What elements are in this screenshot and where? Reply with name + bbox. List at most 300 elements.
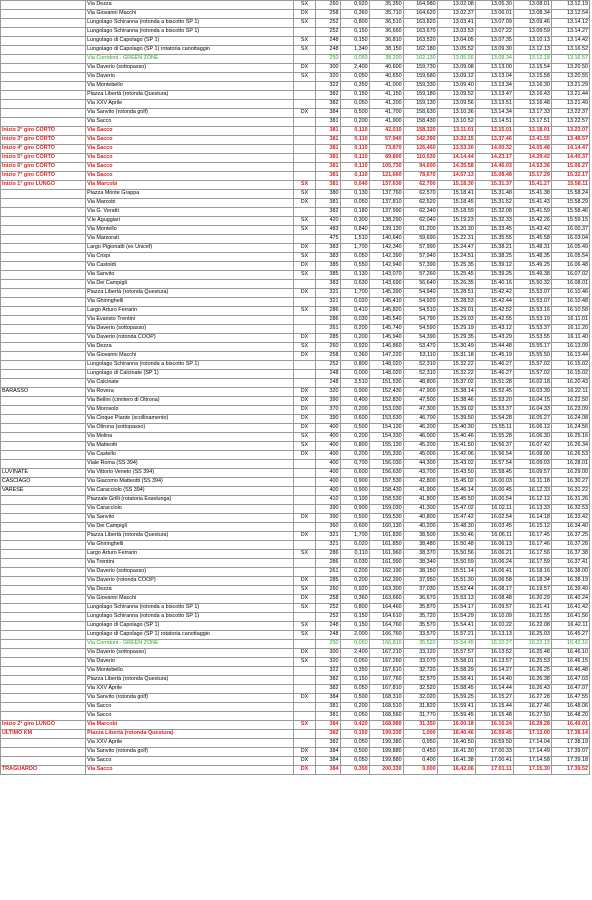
time-slow-cell: 13.09.59 (513, 28, 551, 37)
altitude-cell: 248 (315, 631, 340, 640)
partial-km-cell: 0,920 (340, 586, 369, 595)
time-slowest-cell: 16.38.19 (551, 577, 589, 586)
time-slowest-cell: 15.58.11 (551, 181, 589, 190)
table-row (1, 334, 590, 343)
time-medium-cell: 16.59.50 (475, 739, 513, 748)
remaining-km-cell: 53,470 (403, 343, 437, 352)
altitude-cell: 252 (315, 613, 340, 622)
direction-cell (294, 559, 315, 568)
section-label-cell (1, 361, 86, 370)
remaining-km-cell: 41,300 (403, 505, 437, 514)
remaining-km-cell: 43,700 (403, 469, 437, 478)
direction-cell: SX (294, 550, 315, 559)
time-fast-cell: 15.54.29 (437, 613, 475, 622)
time-fast-cell: 13.02.08 (437, 1, 475, 10)
direction-cell: SX (294, 190, 315, 199)
time-medium-cell: 15.52.45 (475, 388, 513, 397)
street-name-cell: Via Giovanni Macchi (86, 10, 294, 19)
time-slow-cell: 16.18.34 (513, 577, 551, 586)
time-fast-cell: 15.59.45 (437, 712, 475, 721)
section-label-cell (1, 10, 86, 19)
time-slowest-cell: 13.21.44 (551, 91, 589, 100)
time-medium-cell: 15.08.48 (475, 172, 513, 181)
time-slowest-cell: 16.31.26 (551, 496, 589, 505)
altitude-cell: 260 (315, 586, 340, 595)
table-row (1, 127, 590, 136)
time-fast-cell: 13.04.05 (437, 37, 475, 46)
direction-cell (294, 127, 315, 136)
partial-km-cell: 0,360 (340, 352, 369, 361)
time-slow-cell: 15.53.07 (513, 298, 551, 307)
time-slow-cell: 16.03.39 (513, 388, 551, 397)
progressive-km-cell: 153,630 (369, 415, 403, 424)
time-medium-cell: 14.46.03 (475, 163, 513, 172)
partial-km-cell: 1,510 (340, 235, 369, 244)
time-fast-cell: 15.58.01 (437, 658, 475, 667)
time-fast-cell: 15.41.50 (437, 442, 475, 451)
table-row (1, 280, 590, 289)
time-slow-cell: 13.16.30 (513, 82, 551, 91)
partial-km-cell: 0,900 (340, 487, 369, 496)
table-row (1, 46, 590, 55)
table-row (1, 181, 590, 190)
table-row (1, 676, 590, 685)
section-label-cell: ULTIMO KM (1, 730, 86, 739)
direction-cell: DX (294, 514, 315, 523)
section-label-cell (1, 190, 86, 199)
time-medium-cell: 16.15.48 (475, 712, 513, 721)
progressive-km-cell: 42,010 (369, 127, 403, 136)
progressive-km-cell: 167,760 (369, 676, 403, 685)
progressive-km-cell: 148,020 (369, 370, 403, 379)
time-slowest-cell: 16.45.27 (551, 631, 589, 640)
partial-km-cell: 0,350 (340, 82, 369, 91)
time-slow-cell: 16.21.55 (513, 613, 551, 622)
street-name-cell: Piazza Monte Grappa (86, 190, 294, 199)
progressive-km-cell: 152,430 (369, 388, 403, 397)
direction-cell (294, 154, 315, 163)
altitude-cell: 248 (315, 622, 340, 631)
time-fast-cell: 15.57.57 (437, 649, 475, 658)
section-label-cell (1, 325, 86, 334)
time-slowest-cell: 16.05.49 (551, 244, 589, 253)
remaining-km-cell: 31,350 (403, 721, 437, 730)
time-fast-cell: 15.47.42 (437, 514, 475, 523)
section-label-cell: LUVINATE (1, 469, 86, 478)
table-row (1, 307, 590, 316)
section-label-cell: Inizio 2° giro LUNGO (1, 721, 86, 730)
partial-km-cell: 0,800 (340, 604, 369, 613)
time-fast-cell: 13.05.56 (437, 55, 475, 64)
street-name-cell: Via Sacco (86, 766, 294, 775)
direction-cell (294, 676, 315, 685)
time-medium-cell: 15.33.45 (475, 226, 513, 235)
time-medium-cell: 16.14.27 (475, 667, 513, 676)
direction-cell (294, 460, 315, 469)
partial-km-cell: 0,800 (340, 442, 369, 451)
direction-cell: DX (294, 532, 315, 541)
partial-km-cell: 0,050 (340, 757, 369, 766)
section-label-cell: TRAGUARDO (1, 766, 86, 775)
street-name-cell: Via XXV Aprile (86, 685, 294, 694)
time-medium-cell: 15.43.29 (475, 334, 513, 343)
street-name-cell: Via Daverio (sottopasso) (86, 649, 294, 658)
progressive-km-cell: 163,300 (369, 586, 403, 595)
progressive-km-cell: 142,390 (369, 253, 403, 262)
partial-km-cell: 0,420 (340, 721, 369, 730)
street-name-cell: Via Ghiringhelli (86, 298, 294, 307)
altitude-cell: 261 (315, 568, 340, 577)
remaining-km-cell: 35,570 (403, 622, 437, 631)
time-medium-cell: 13.07.09 (475, 19, 513, 28)
altitude-cell: 384 (315, 748, 340, 757)
time-slowest-cell: 16.46.10 (551, 649, 589, 658)
direction-cell: SX (294, 442, 315, 451)
direction-cell: SX (294, 586, 315, 595)
time-slowest-cell: 17.38.19 (551, 739, 589, 748)
time-slowest-cell: 16.25.16 (551, 433, 589, 442)
partial-km-cell: 0,600 (340, 469, 369, 478)
time-fast-cell: 15.50.46 (437, 532, 475, 541)
street-name-cell: Via Cinque Piante (scollinamento) (86, 415, 294, 424)
altitude-cell: 381 (315, 181, 340, 190)
table-row (1, 226, 590, 235)
partial-km-cell: 0,350 (340, 766, 369, 775)
direction-cell (294, 712, 315, 721)
partial-km-cell: 2,400 (340, 649, 369, 658)
time-slow-cell: 16.22.08 (513, 622, 551, 631)
remaining-km-cell: 159,130 (403, 100, 437, 109)
direction-cell: DX (294, 10, 315, 19)
section-label-cell (1, 334, 86, 343)
street-name-cell: Via Vittorio Veneto (SS 394) (86, 469, 294, 478)
progressive-km-cell: 199,880 (369, 757, 403, 766)
time-slow-cell: 13.18.01 (513, 127, 551, 136)
direction-cell: SX (294, 19, 315, 28)
time-slow-cell: 16.09.57 (513, 469, 551, 478)
street-name-cell: Via Dei Campigli (86, 280, 294, 289)
time-slowest-cell: 16.41.56 (551, 613, 589, 622)
altitude-cell: 382 (315, 685, 340, 694)
time-fast-cell: 15.46.14 (437, 487, 475, 496)
time-fast-cell: 15.32.22 (437, 361, 475, 370)
time-slow-cell: 15.42.26 (513, 217, 551, 226)
partial-km-cell: 0,500 (340, 109, 369, 118)
remaining-km-cell: 163,820 (403, 19, 437, 28)
time-medium-cell: 14.23.17 (475, 154, 513, 163)
direction-cell: DX (294, 424, 315, 433)
street-name-cell: V.le Aguggiari (86, 217, 294, 226)
section-label-cell (1, 568, 86, 577)
altitude-cell: 260 (315, 343, 340, 352)
remaining-km-cell: 142,390 (403, 136, 437, 145)
altitude-cell: 381 (315, 118, 340, 127)
altitude-cell: 384 (315, 766, 340, 775)
remaining-km-cell: 54,510 (403, 307, 437, 316)
altitude-cell: 384 (315, 694, 340, 703)
time-slowest-cell: 16.20.43 (551, 379, 589, 388)
partial-km-cell: 0,200 (340, 406, 369, 415)
time-slow-cell: 15.53.16 (513, 307, 551, 316)
time-fast-cell: 15.59.41 (437, 703, 475, 712)
time-medium-cell: 16.02.54 (475, 514, 513, 523)
time-slowest-cell: 13.21.29 (551, 82, 589, 91)
time-fast-cell: 15.39.50 (437, 415, 475, 424)
street-name-cell: Via Oltrona (sottopasso) (86, 424, 294, 433)
time-medium-cell: 16.15.44 (475, 703, 513, 712)
altitude-cell: 370 (315, 406, 340, 415)
altitude-cell: 382 (315, 91, 340, 100)
table-row (1, 712, 590, 721)
time-medium-cell: 16.00.54 (475, 496, 513, 505)
street-name-cell: Via Ghiringhelli (86, 541, 294, 550)
direction-cell (294, 91, 315, 100)
time-medium-cell: 15.31.37 (475, 181, 513, 190)
direction-cell (294, 613, 315, 622)
time-slow-cell: 16.22.13 (513, 640, 551, 649)
time-medium-cell: 15.57.54 (475, 460, 513, 469)
street-name-cell: Via Sacco (86, 172, 294, 181)
time-medium-cell: 17.01.11 (475, 766, 513, 775)
section-label-cell (1, 208, 86, 217)
progressive-km-cell: 156,630 (369, 469, 403, 478)
altitude-cell: 300 (315, 649, 340, 658)
time-slowest-cell: 16.42.11 (551, 622, 589, 631)
section-label-cell (1, 541, 86, 550)
time-fast-cell: 16.40.46 (437, 730, 475, 739)
altitude-cell: 410 (315, 496, 340, 505)
time-medium-cell: 16.59.45 (475, 730, 513, 739)
progressive-km-cell: 151,530 (369, 379, 403, 388)
remaining-km-cell: 35,870 (403, 604, 437, 613)
partial-km-cell: 0,110 (340, 163, 369, 172)
time-medium-cell: 16.13.52 (475, 649, 513, 658)
progressive-km-cell: 142,940 (369, 262, 403, 271)
time-slow-cell: 13.15.58 (513, 73, 551, 82)
table-row (1, 163, 590, 172)
direction-cell: SX (294, 217, 315, 226)
altitude-cell: 380 (315, 190, 340, 199)
time-fast-cell: 13.09.12 (437, 73, 475, 82)
section-label-cell (1, 217, 86, 226)
remaining-km-cell: 46,700 (403, 415, 437, 424)
progressive-km-cell: 142,340 (369, 244, 403, 253)
time-fast-cell: 15.40.30 (437, 424, 475, 433)
section-label-cell (1, 694, 86, 703)
time-fast-cell: 15.47.02 (437, 505, 475, 514)
remaining-km-cell: 40,200 (403, 523, 437, 532)
street-name-cell: Via Trentini (86, 559, 294, 568)
remaining-km-cell: 163,520 (403, 37, 437, 46)
partial-km-cell: 0,110 (340, 127, 369, 136)
time-fast-cell: 15.43.02 (437, 460, 475, 469)
time-slowest-cell: 17.39.07 (551, 748, 589, 757)
time-fast-cell: 15.38.46 (437, 397, 475, 406)
altitude-cell: 383 (315, 253, 340, 262)
table-row (1, 550, 590, 559)
street-name-cell: Via Sanvito (86, 514, 294, 523)
progressive-km-cell: 36,810 (369, 37, 403, 46)
street-name-cell: Via Sacco (86, 703, 294, 712)
time-slow-cell: 15.41.59 (513, 208, 551, 217)
table-row (1, 1, 590, 10)
section-label-cell (1, 451, 86, 460)
progressive-km-cell: 164,760 (369, 622, 403, 631)
direction-cell: DX (294, 649, 315, 658)
time-fast-cell: 15.29.35 (437, 334, 475, 343)
altitude-cell: 286 (315, 559, 340, 568)
section-label-cell (1, 343, 86, 352)
street-name-cell: Largo Arturo Ferrarin (86, 307, 294, 316)
remaining-km-cell: 47,500 (403, 397, 437, 406)
direction-cell: SX (294, 226, 315, 235)
altitude-cell: 250 (315, 640, 340, 649)
time-medium-cell: 14.00.32 (475, 145, 513, 154)
progressive-km-cell: 166,760 (369, 631, 403, 640)
time-slowest-cell: 16.11.20 (551, 325, 589, 334)
section-label-cell (1, 199, 86, 208)
street-name-cell: Via Marcobi (86, 721, 294, 730)
time-slow-cell: 16.05.27 (513, 415, 551, 424)
street-name-cell: Via Marcobi (86, 199, 294, 208)
time-slow-cell: 16.08.00 (513, 451, 551, 460)
time-medium-cell: 15.44.48 (475, 343, 513, 352)
street-name-cell: Via Caracciolo (SS 394) (86, 487, 294, 496)
street-name-cell: Via Sacco (86, 757, 294, 766)
partial-km-cell: 0,410 (340, 307, 369, 316)
remaining-km-cell: 33,570 (403, 631, 437, 640)
street-name-cell: Via Sacco (86, 712, 294, 721)
time-fast-cell: 15.48.30 (437, 523, 475, 532)
time-fast-cell: 16.40.50 (437, 739, 475, 748)
direction-cell: DX (294, 199, 315, 208)
time-slowest-cell: 16.22.11 (551, 388, 589, 397)
table-row (1, 433, 590, 442)
time-fast-cell: 15.51.30 (437, 577, 475, 586)
time-fast-cell: 15.57.21 (437, 631, 475, 640)
time-fast-cell: 15.50.56 (437, 550, 475, 559)
table-row (1, 55, 590, 64)
time-slow-cell: 13.12.13 (513, 46, 551, 55)
altitude-cell: 321 (315, 289, 340, 298)
table-row (1, 757, 590, 766)
table-row (1, 748, 590, 757)
altitude-cell: 400 (315, 433, 340, 442)
progressive-km-cell: 199,330 (369, 730, 403, 739)
partial-km-cell: 1,700 (340, 244, 369, 253)
time-slow-cell: 15.55.50 (513, 352, 551, 361)
altitude-cell: 285 (315, 577, 340, 586)
table-row (1, 505, 590, 514)
time-slowest-cell: 16.37.38 (551, 550, 589, 559)
table-row (1, 559, 590, 568)
time-medium-cell: 13.05.30 (475, 1, 513, 10)
section-label-cell: Inizio 2° giro CORTO (1, 127, 86, 136)
altitude-cell: 381 (315, 145, 340, 154)
partial-km-cell: 0,150 (340, 28, 369, 37)
section-label-cell (1, 703, 86, 712)
time-fast-cell: 15.45.50 (437, 496, 475, 505)
time-medium-cell: 15.53.20 (475, 397, 513, 406)
altitude-cell: 248 (315, 37, 340, 46)
altitude-cell: 261 (315, 325, 340, 334)
remaining-km-cell: 53,110 (403, 352, 437, 361)
altitude-cell: 400 (315, 442, 340, 451)
progressive-km-cell: 41,200 (369, 100, 403, 109)
progressive-km-cell: 200,330 (369, 766, 403, 775)
section-label-cell (1, 649, 86, 658)
table-row (1, 109, 590, 118)
time-medium-cell: 15.46.27 (475, 370, 513, 379)
time-slow-cell: 16.27.46 (513, 703, 551, 712)
time-medium-cell: 16.08.17 (475, 586, 513, 595)
remaining-km-cell: 59,690 (403, 235, 437, 244)
section-label-cell (1, 631, 86, 640)
remaining-km-cell: 41,900 (403, 487, 437, 496)
partial-km-cell: 1,700 (340, 289, 369, 298)
progressive-km-cell: 167,210 (369, 649, 403, 658)
direction-cell (294, 280, 315, 289)
partial-km-cell: 0,050 (340, 739, 369, 748)
partial-km-cell: 0,050 (340, 685, 369, 694)
time-slowest-cell: 14.40.37 (551, 154, 589, 163)
time-fast-cell: 16.41.38 (437, 757, 475, 766)
partial-km-cell: 0,900 (340, 388, 369, 397)
table-row (1, 541, 590, 550)
time-slow-cell: 15.53.19 (513, 316, 551, 325)
time-slow-cell: 13.08.01 (513, 1, 551, 10)
remaining-km-cell: 40,800 (403, 514, 437, 523)
partial-km-cell: 0,050 (340, 712, 369, 721)
street-name-cell: Via Montebello (86, 82, 294, 91)
direction-cell: DX (294, 109, 315, 118)
time-slowest-cell: 16.40.24 (551, 595, 589, 604)
partial-km-cell: 0,050 (340, 640, 369, 649)
progressive-km-cell: 161,850 (369, 541, 403, 550)
section-label-cell (1, 55, 86, 64)
progressive-km-cell: 35,710 (369, 10, 403, 19)
remaining-km-cell: 35,720 (403, 613, 437, 622)
section-label-cell: Inizio 5° giro CORTO (1, 154, 86, 163)
altitude-cell: 285 (315, 334, 340, 343)
altitude-cell: 258 (315, 595, 340, 604)
altitude-cell: 248 (315, 370, 340, 379)
street-name-cell: Via G. Veratti (86, 208, 294, 217)
time-slow-cell: 16.28.28 (513, 721, 551, 730)
remaining-km-cell: 110,530 (403, 154, 437, 163)
section-label-cell: Inizio 7° giro CORTO (1, 172, 86, 181)
direction-cell (294, 316, 315, 325)
remaining-km-cell: 38,480 (403, 541, 437, 550)
time-slow-cell: 16.25.53 (513, 658, 551, 667)
direction-cell (294, 568, 315, 577)
altitude-cell: 381 (315, 136, 340, 145)
progressive-km-cell: 36,660 (369, 28, 403, 37)
time-slow-cell: 13.12.18 (513, 55, 551, 64)
direction-cell (294, 298, 315, 307)
partial-km-cell: 0,840 (340, 226, 369, 235)
time-slow-cell: 16.18.16 (513, 568, 551, 577)
street-name-cell: Largo Arturo Ferrarin (86, 550, 294, 559)
direction-cell (294, 361, 315, 370)
time-slowest-cell: 15.06.27 (551, 163, 589, 172)
time-slow-cell: 15.41.27 (513, 181, 551, 190)
altitude-cell: 400 (315, 469, 340, 478)
direction-cell: DX (294, 262, 315, 271)
table-row (1, 244, 590, 253)
street-name-cell: Lungolago di Capolago (SP 1) (86, 37, 294, 46)
time-medium-cell: 16.06.41 (475, 568, 513, 577)
